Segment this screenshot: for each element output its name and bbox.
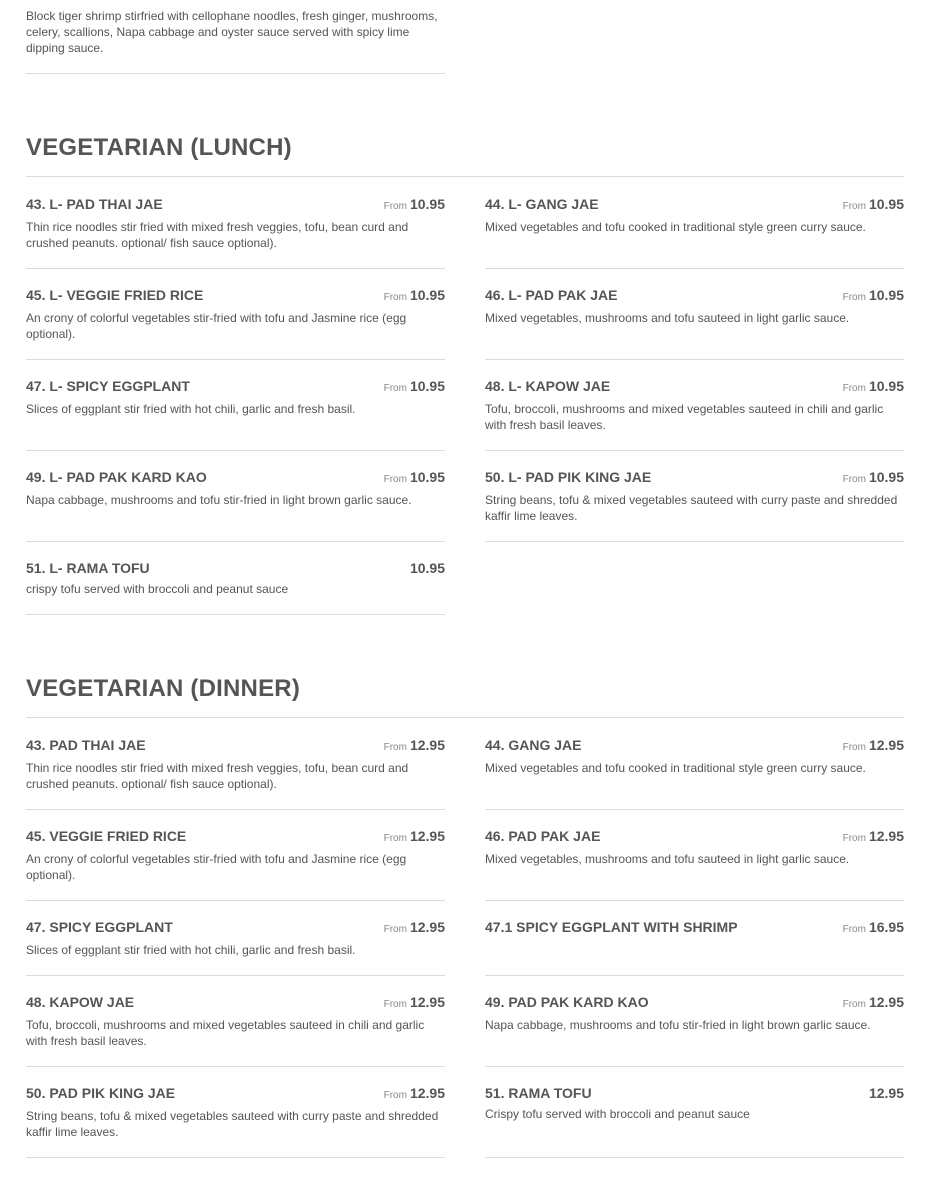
menu-item[interactable] [485,377,904,451]
menu-item[interactable] [485,993,904,1067]
price-amount: 10.95 [409,287,445,303]
menu-item[interactable] [485,918,904,976]
price-amount: 10.95 [409,378,445,394]
menu-item-price [384,827,445,848]
price-amount: 10.95 [868,469,904,485]
price-amount: 10.95 [868,378,904,394]
menu-item-name: 45. L- VEGGIE FRIED RICE [26,287,204,303]
menu-item-price [843,736,904,757]
price-from-label: From [383,1090,407,1101]
menu-item[interactable] [485,195,904,269]
menu-item-description: An crony of colorful vegetables stir-fried with tofu and Jasmine rice (egg optional). [26,311,407,341]
price-from-label: From [383,999,407,1010]
item-divider [26,73,445,74]
menu-item[interactable] [26,993,445,1067]
section-title: VEGETARIAN (LUNCH) [26,134,292,161]
menu-item[interactable] [26,918,445,976]
menu-item[interactable] [26,377,445,451]
menu-item[interactable] [26,1084,445,1158]
menu-item-description: Mixed vegetables, mushrooms and tofu sauteed in light garlic sauce. [485,311,850,325]
menu-item[interactable] [26,468,445,542]
price-from-label: From [383,833,407,844]
menu-item-name: 50. L- PAD PIK KING JAE [485,469,652,485]
menu-item-description: Napa cabbage, mushrooms and tofu stir-fried in light brown garlic sauce. [26,493,412,507]
menu-item-name: 47.1 SPICY EGGPLANT WITH SHRIMP [485,919,738,935]
menu-item-price [843,993,904,1014]
price-amount: 10.95 [868,287,904,303]
menu-item-price [384,1084,445,1105]
menu-item-description: An crony of colorful vegetables stir-fried with tofu and Jasmine rice (egg optional). [26,852,407,882]
menu-item-description: String beans, tofu & mixed vegetables sauteed with curry paste and shredded kaffir lime leaves. [485,493,898,523]
menu-item-name: 45. VEGGIE FRIED RICE [26,828,187,844]
menu-item-name: 44. L- GANG JAE [485,196,599,212]
menu-item[interactable] [26,559,445,615]
menu-item-price [843,195,904,216]
price-amount: 12.95 [409,994,445,1010]
menu-item[interactable] [26,827,445,901]
menu-item-name: 43. L- PAD THAI JAE [26,196,163,212]
menu-item-price [384,736,445,757]
menu-item-price [384,195,445,216]
menu-item-description: crispy tofu served with broccoli and peanut sauce [26,582,289,596]
menu-item-price [843,468,904,489]
menu-item-name: 46. L- PAD PAK JAE [485,287,618,303]
price-from-label: From [842,474,866,485]
price-from-label: From [383,292,407,303]
price-from-label: From [842,833,866,844]
price-amount: 12.95 [409,737,445,753]
price-amount: 10.95 [409,469,445,485]
menu-item-price [843,827,904,848]
menu-item-name: 51. RAMA TOFU [485,1085,592,1101]
price-amount: 12.95 [409,828,445,844]
menu-item-price [384,993,445,1014]
menu-item-price [384,286,445,307]
menu-item-name: 48. KAPOW JAE [26,994,135,1010]
price-amount: 12.95 [409,919,445,935]
menu-item[interactable] [485,827,904,901]
section-divider [26,176,904,177]
menu-item[interactable] [485,736,904,810]
menu-item-description: Slices of eggplant stir fried with hot chili, garlic and fresh basil. [26,402,356,416]
section-title: VEGETARIAN (DINNER) [26,675,301,702]
price-from-label: From [383,201,407,212]
menu-item-price [384,468,445,489]
menu-item-price [866,1084,904,1105]
price-amount: 12.95 [868,737,904,753]
price-from-label: From [842,292,866,303]
menu-item-description: Thin rice noodles stir fried with mixed fresh veggies, tofu, bean curd and crushed peanuts. optional/ fish sauce optional). [26,761,409,791]
menu-item-description: Mixed vegetables and tofu cooked in traditional style green curry sauce. [485,761,866,775]
menu-item-name: 47. L- SPICY EGGPLANT [26,378,190,394]
menu-item-description: Mixed vegetables and tofu cooked in traditional style green curry sauce. [485,220,866,234]
menu-item-price [843,918,904,939]
section-divider [26,717,904,718]
menu-item-name: 46. PAD PAK JAE [485,828,601,844]
menu-item[interactable] [26,195,445,269]
price-amount: 10.95 [409,196,445,212]
menu-item[interactable] [26,286,445,360]
price-from-label: From [842,999,866,1010]
price-from-label: From [383,742,407,753]
menu-item-name: 51. L- RAMA TOFU [26,560,150,576]
menu-item-name: 47. SPICY EGGPLANT [26,919,173,935]
price-amount: 10.95 [868,196,904,212]
menu-item-name: 43. PAD THAI JAE [26,737,146,753]
price-from-label: From [842,742,866,753]
price-from-label: From [842,924,866,935]
menu-item-description: Block tiger shrimp stirfried with cellophane noodles, fresh ginger, mushrooms, celery, scallions, Napa cabbage and oyster sauce served with spicy lime dipping sauce. [26,9,438,55]
menu-item-name: 49. PAD PAK KARD KAO [485,994,649,1010]
menu-item-name: 50. PAD PIK KING JAE [26,1085,176,1101]
price-from-label: From [842,383,866,394]
menu-item-description: Napa cabbage, mushrooms and tofu stir-fried in light brown garlic sauce. [485,1018,871,1032]
menu-item-price [384,377,445,398]
menu-item-description: Thin rice noodles stir fried with mixed fresh veggies, tofu, bean curd and crushed peanuts. optional/ fish sauce optional). [26,220,409,250]
menu-item-name: 49. L- PAD PAK KARD KAO [26,469,207,485]
price-amount: 16.95 [868,919,904,935]
menu-item-description: Tofu, broccoli, mushrooms and mixed vegetables sauteed in chili and garlic with fresh basil leaves. [485,402,884,432]
menu-item-description: String beans, tofu & mixed vegetables sauteed with curry paste and shredded kaffir lime leaves. [26,1109,439,1139]
menu-item-description: Slices of eggplant stir fried with hot chili, garlic and fresh basil. [26,943,356,957]
menu-item-description: Crispy tofu served with broccoli and peanut sauce [485,1107,750,1121]
price-from-label: From [383,383,407,394]
menu-item-price [407,559,445,580]
menu-item-name: 48. L- KAPOW JAE [485,378,611,394]
price-amount: 12.95 [868,1085,904,1101]
menu-item-price [384,918,445,939]
price-amount: 10.95 [409,560,445,576]
menu-item[interactable] [485,468,904,542]
menu-item-description: Tofu, broccoli, mushrooms and mixed vegetables sauteed in chili and garlic with fresh basil leaves. [26,1018,425,1048]
section-vegetarian-lunch [26,133,904,177]
menu-item[interactable] [485,1084,904,1158]
menu-item[interactable] [26,736,445,810]
price-from-label: From [383,474,407,485]
menu-item-price [843,286,904,307]
menu-item[interactable] [485,286,904,360]
price-from-label: From [383,924,407,935]
price-from-label: From [842,201,866,212]
price-amount: 12.95 [409,1085,445,1101]
price-amount: 12.95 [868,994,904,1010]
menu-item-name: 44. GANG JAE [485,737,582,753]
price-amount: 12.95 [868,828,904,844]
menu-item-price [843,377,904,398]
section-vegetarian-dinner [26,674,904,718]
menu-item-description: Mixed vegetables, mushrooms and tofu sauteed in light garlic sauce. [485,852,850,866]
